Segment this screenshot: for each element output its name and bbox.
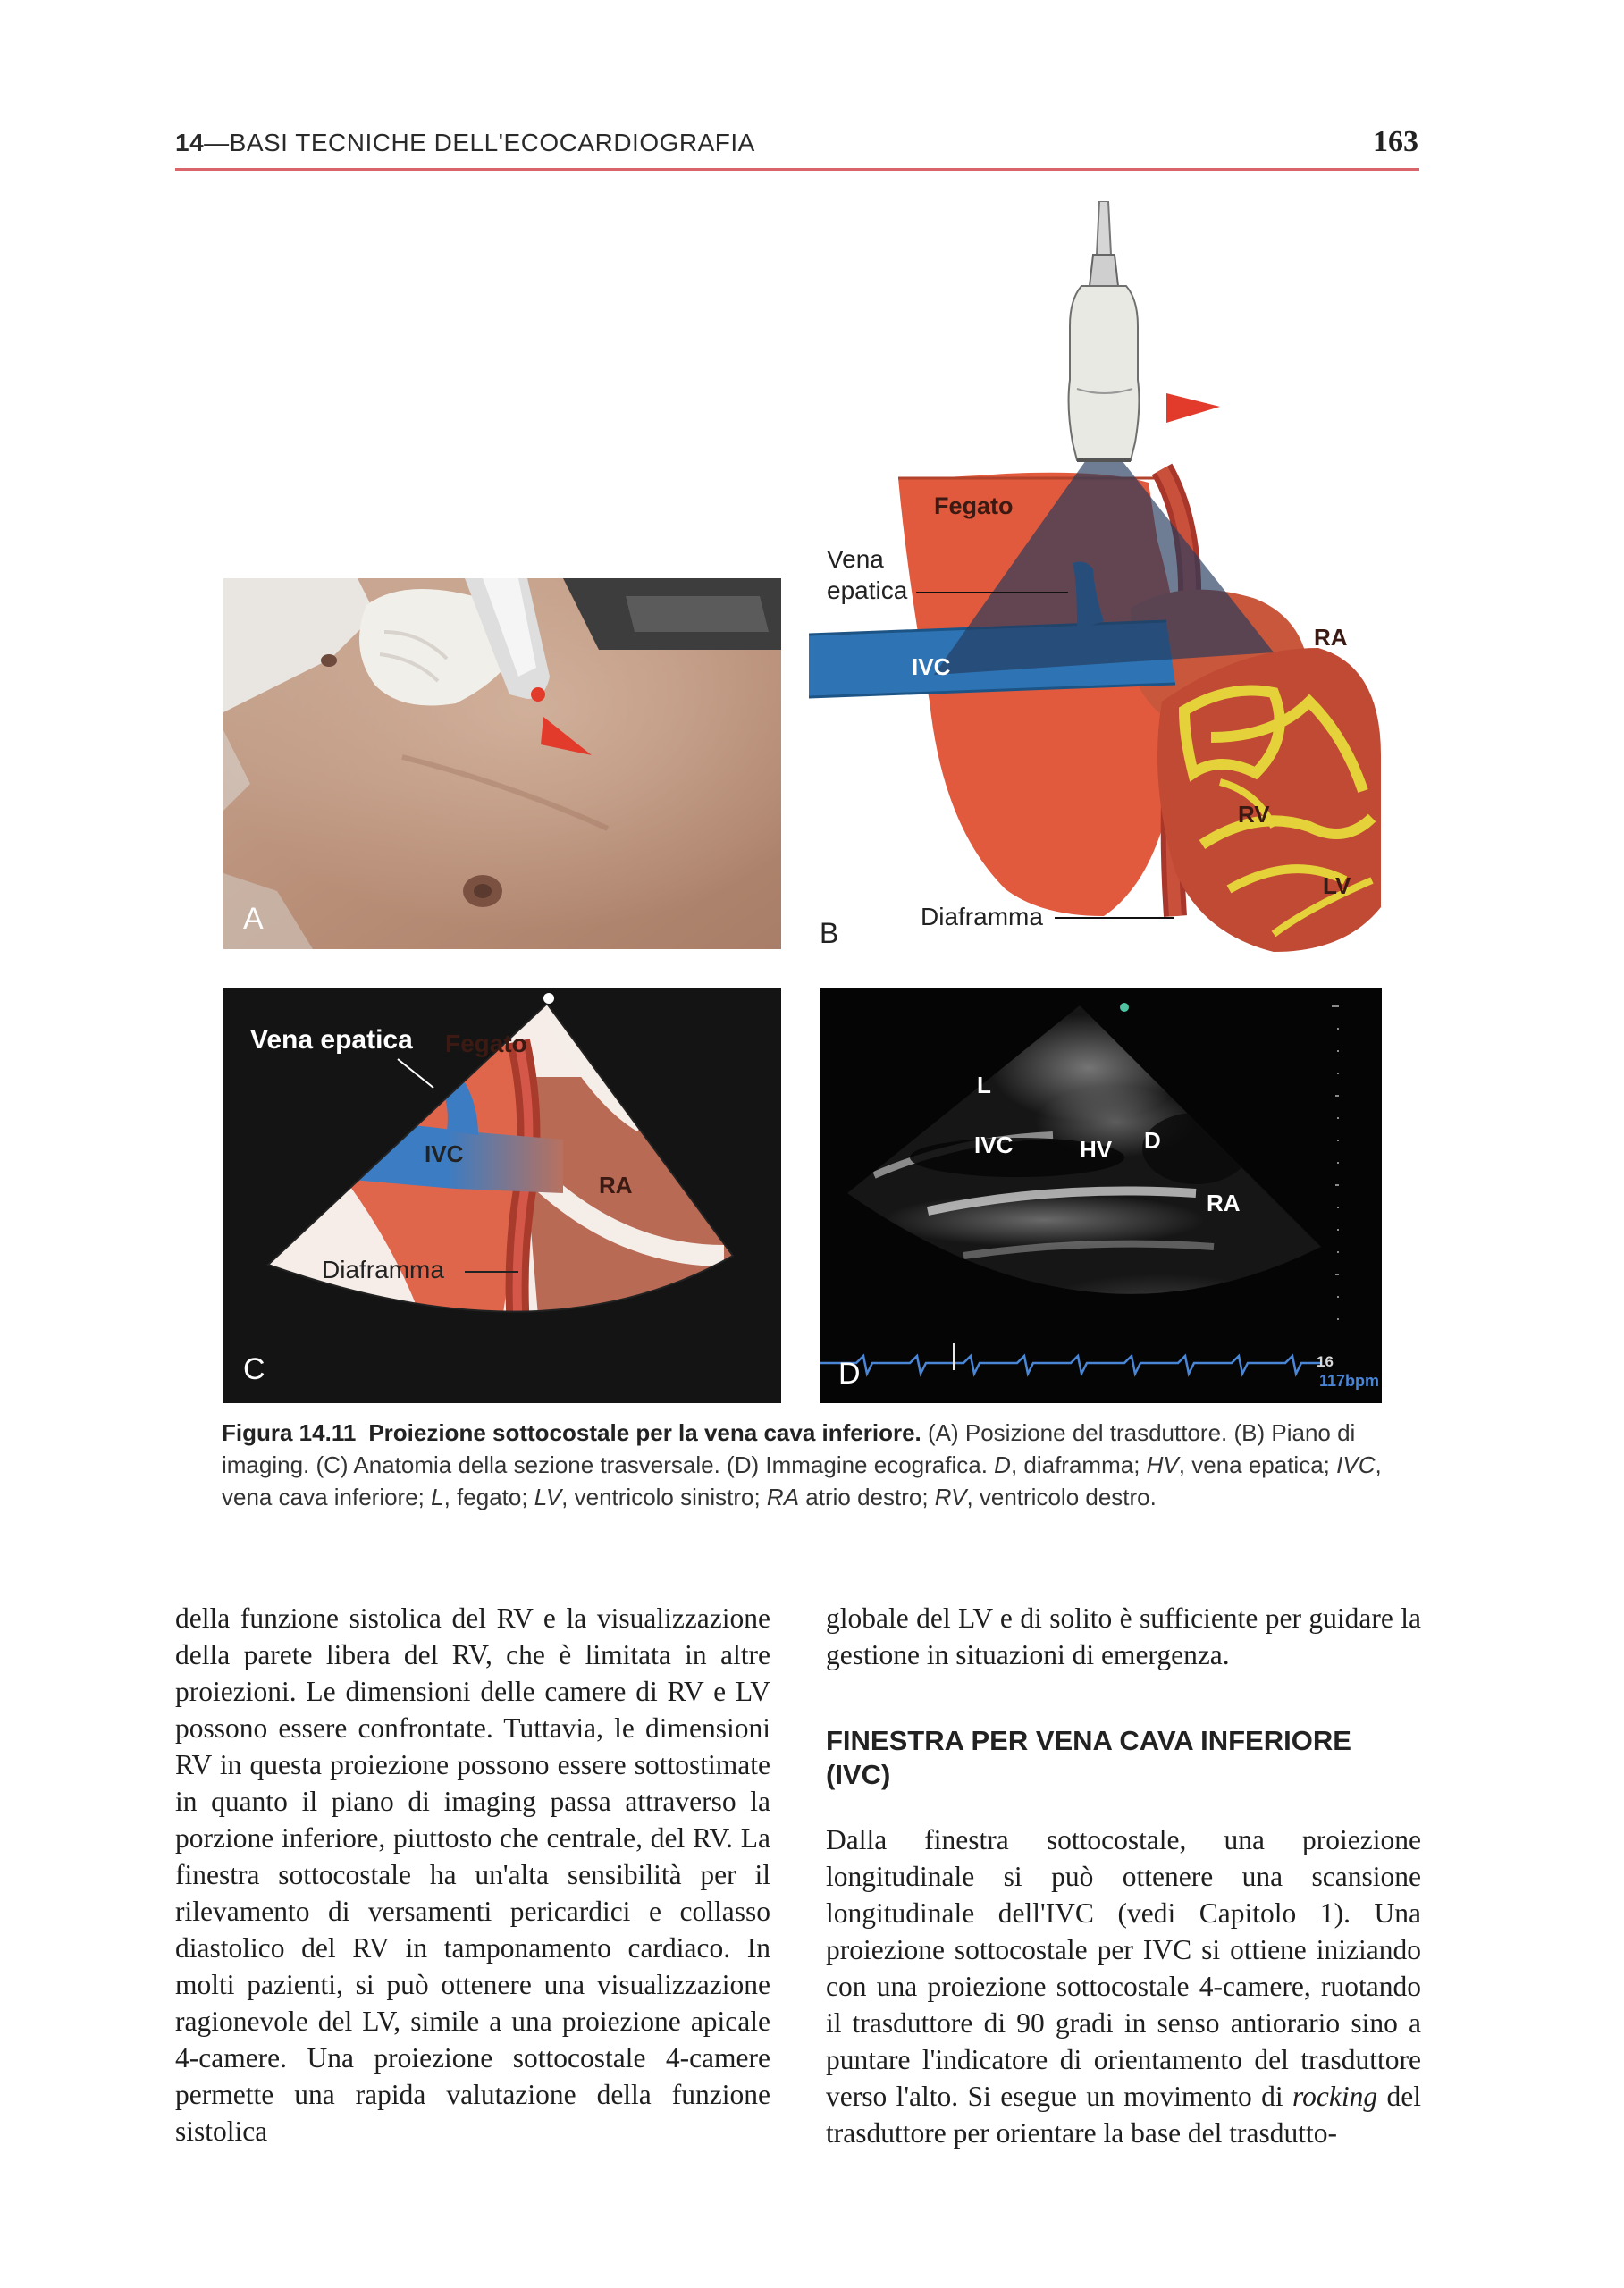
- caption-text-3: , vena epatica;: [1178, 1451, 1337, 1478]
- figure-panel-a: [223, 578, 781, 949]
- label-liver: Fegato: [445, 1030, 527, 1057]
- caption-text-6: , ventricolo sinistro;: [561, 1484, 767, 1510]
- label-ivc: IVC: [912, 653, 951, 680]
- caption-abbr-ra: RA: [766, 1484, 800, 1510]
- figure-panel-d: [820, 988, 1382, 1403]
- body-column-right: [826, 1600, 1421, 2151]
- label-hepatic-vein: Vena epatica: [250, 1025, 413, 1055]
- label-ra: RA: [599, 1172, 633, 1199]
- depth-readout: 16: [1317, 1353, 1334, 1370]
- label-ivc: IVC: [425, 1140, 464, 1167]
- caption-text-8: , ventricolo destro.: [966, 1484, 1157, 1510]
- caption-text-4: , vena cava inferiore;: [222, 1451, 1382, 1510]
- label-lv: LV: [1323, 872, 1351, 899]
- body-column-left: [175, 1600, 770, 2149]
- caption-abbr-rv: RV: [934, 1484, 967, 1510]
- label-l: L: [977, 1072, 991, 1098]
- page-number: 163: [1373, 125, 1418, 158]
- figure-caption: [222, 1417, 1401, 1513]
- figure-panel-c: [223, 988, 781, 1403]
- caption-text-1: (A) Posizione del trasduttore. (B) Piano di imaging. (C) Anatomia della sezione trasversale. (D) Immagine ecografica.: [222, 1419, 1356, 1478]
- figure-number: Figura 14.11: [222, 1419, 357, 1446]
- body-paragraph-continued: globale del LV e di solito è sufficiente per guidare la gestione in situazioni di emergenza.: [826, 1602, 1421, 1670]
- label-ra: RA: [1314, 624, 1348, 651]
- chapter-number: 14: [175, 129, 205, 156]
- ivc-text-1: Dalla finestra sottocostale, una proiezione longitudinale si può ottenere una scansione longitudinale dell'IVC (vedi Capitolo 1). Una proiezione sottocostale per IVC si ottiene iniziando con una proiezione sottocostale 4-camere, ruotando il trasduttore di 90 gradi in senso antiorario sino a puntare l'indicatore di orientamento del trasduttore verso l'alto. Si esegue un movimento di: [826, 1824, 1421, 2112]
- label-d: D: [1144, 1127, 1161, 1154]
- heart-rate-readout: 117bpm: [1319, 1372, 1380, 1390]
- caption-text-5: , fegato;: [443, 1484, 534, 1510]
- figure-title: Proiezione sottocostale per la vena cava inferiore.: [368, 1419, 921, 1446]
- header-rule: [175, 168, 1419, 171]
- ivc-text-italic: rocking: [1292, 2081, 1378, 2112]
- panel-a-letter: A: [243, 902, 264, 936]
- figure-panel-b: [809, 201, 1381, 952]
- patient-photo: [223, 578, 781, 949]
- body-paragraph: della funzione sistolica del RV e la visualizzazione della parete libera del RV, che è limitata in altre proiezioni. Le dimensioni delle camere di RV e LV possono essere confrontate. Tuttavia, le dimensioni RV in questa proiezione possono essere sottostimate in quanto il piano di imaging passa attraverso la porzione inferiore, piuttosto che centrale, del RV. La finestra sottocostale ha un'alta sensibilità per il rilevamento di versamenti pericardici e collasso diastolico del RV in tamponamento cardiaco. In molti pazienti, si può ottenere una visualizzazione ragionevole del LV, simile a una proiezione apicale 4-camere. Una proiezione sottocostale 4-camere permette una rapida valutazione della funzione sistolica: [175, 1602, 770, 2147]
- section-heading: FINESTRA PER VENA CAVA INFERIORE (IVC): [826, 1725, 1351, 1790]
- label-diaphragm: Diaframma: [921, 903, 1043, 930]
- caption-abbr-d: D: [994, 1451, 1011, 1478]
- label-hv: HV: [1080, 1136, 1113, 1163]
- body-paragraph-ivc: [826, 1821, 1421, 2151]
- label-liver: Fegato: [934, 492, 1014, 519]
- label-diaphragm: Diaframma: [322, 1256, 444, 1283]
- panel-c-letter: C: [243, 1352, 265, 1386]
- cross-section-diagram: [223, 988, 781, 1403]
- label-ivc: IVC: [974, 1131, 1014, 1158]
- panel-d-letter: D: [838, 1357, 861, 1391]
- caption-text-7: atrio destro;: [799, 1484, 935, 1510]
- running-header-chapter: [175, 129, 755, 157]
- label-hepatic-vein-2: epatica: [827, 576, 908, 604]
- caption-abbr-ivc: IVC: [1336, 1451, 1376, 1478]
- caption-abbr-lv: LV: [534, 1484, 562, 1510]
- imaging-plane-diagram: [809, 201, 1381, 952]
- echo-image: [820, 988, 1382, 1403]
- ivc-text-2: del trasduttore per orientare la base del trasdutto-: [826, 2081, 1421, 2149]
- caption-abbr-l: L: [431, 1484, 444, 1510]
- panel-b-letter: B: [820, 917, 839, 949]
- chapter-title: —BASI TECNICHE DELL'ECOCARDIOGRAFIA: [204, 129, 755, 156]
- label-ra: RA: [1207, 1190, 1241, 1216]
- caption-text-2: , diaframma;: [1010, 1451, 1147, 1478]
- label-hepatic-vein-1: Vena: [827, 545, 884, 573]
- caption-abbr-hv: HV: [1146, 1451, 1179, 1478]
- label-rv: RV: [1238, 801, 1270, 828]
